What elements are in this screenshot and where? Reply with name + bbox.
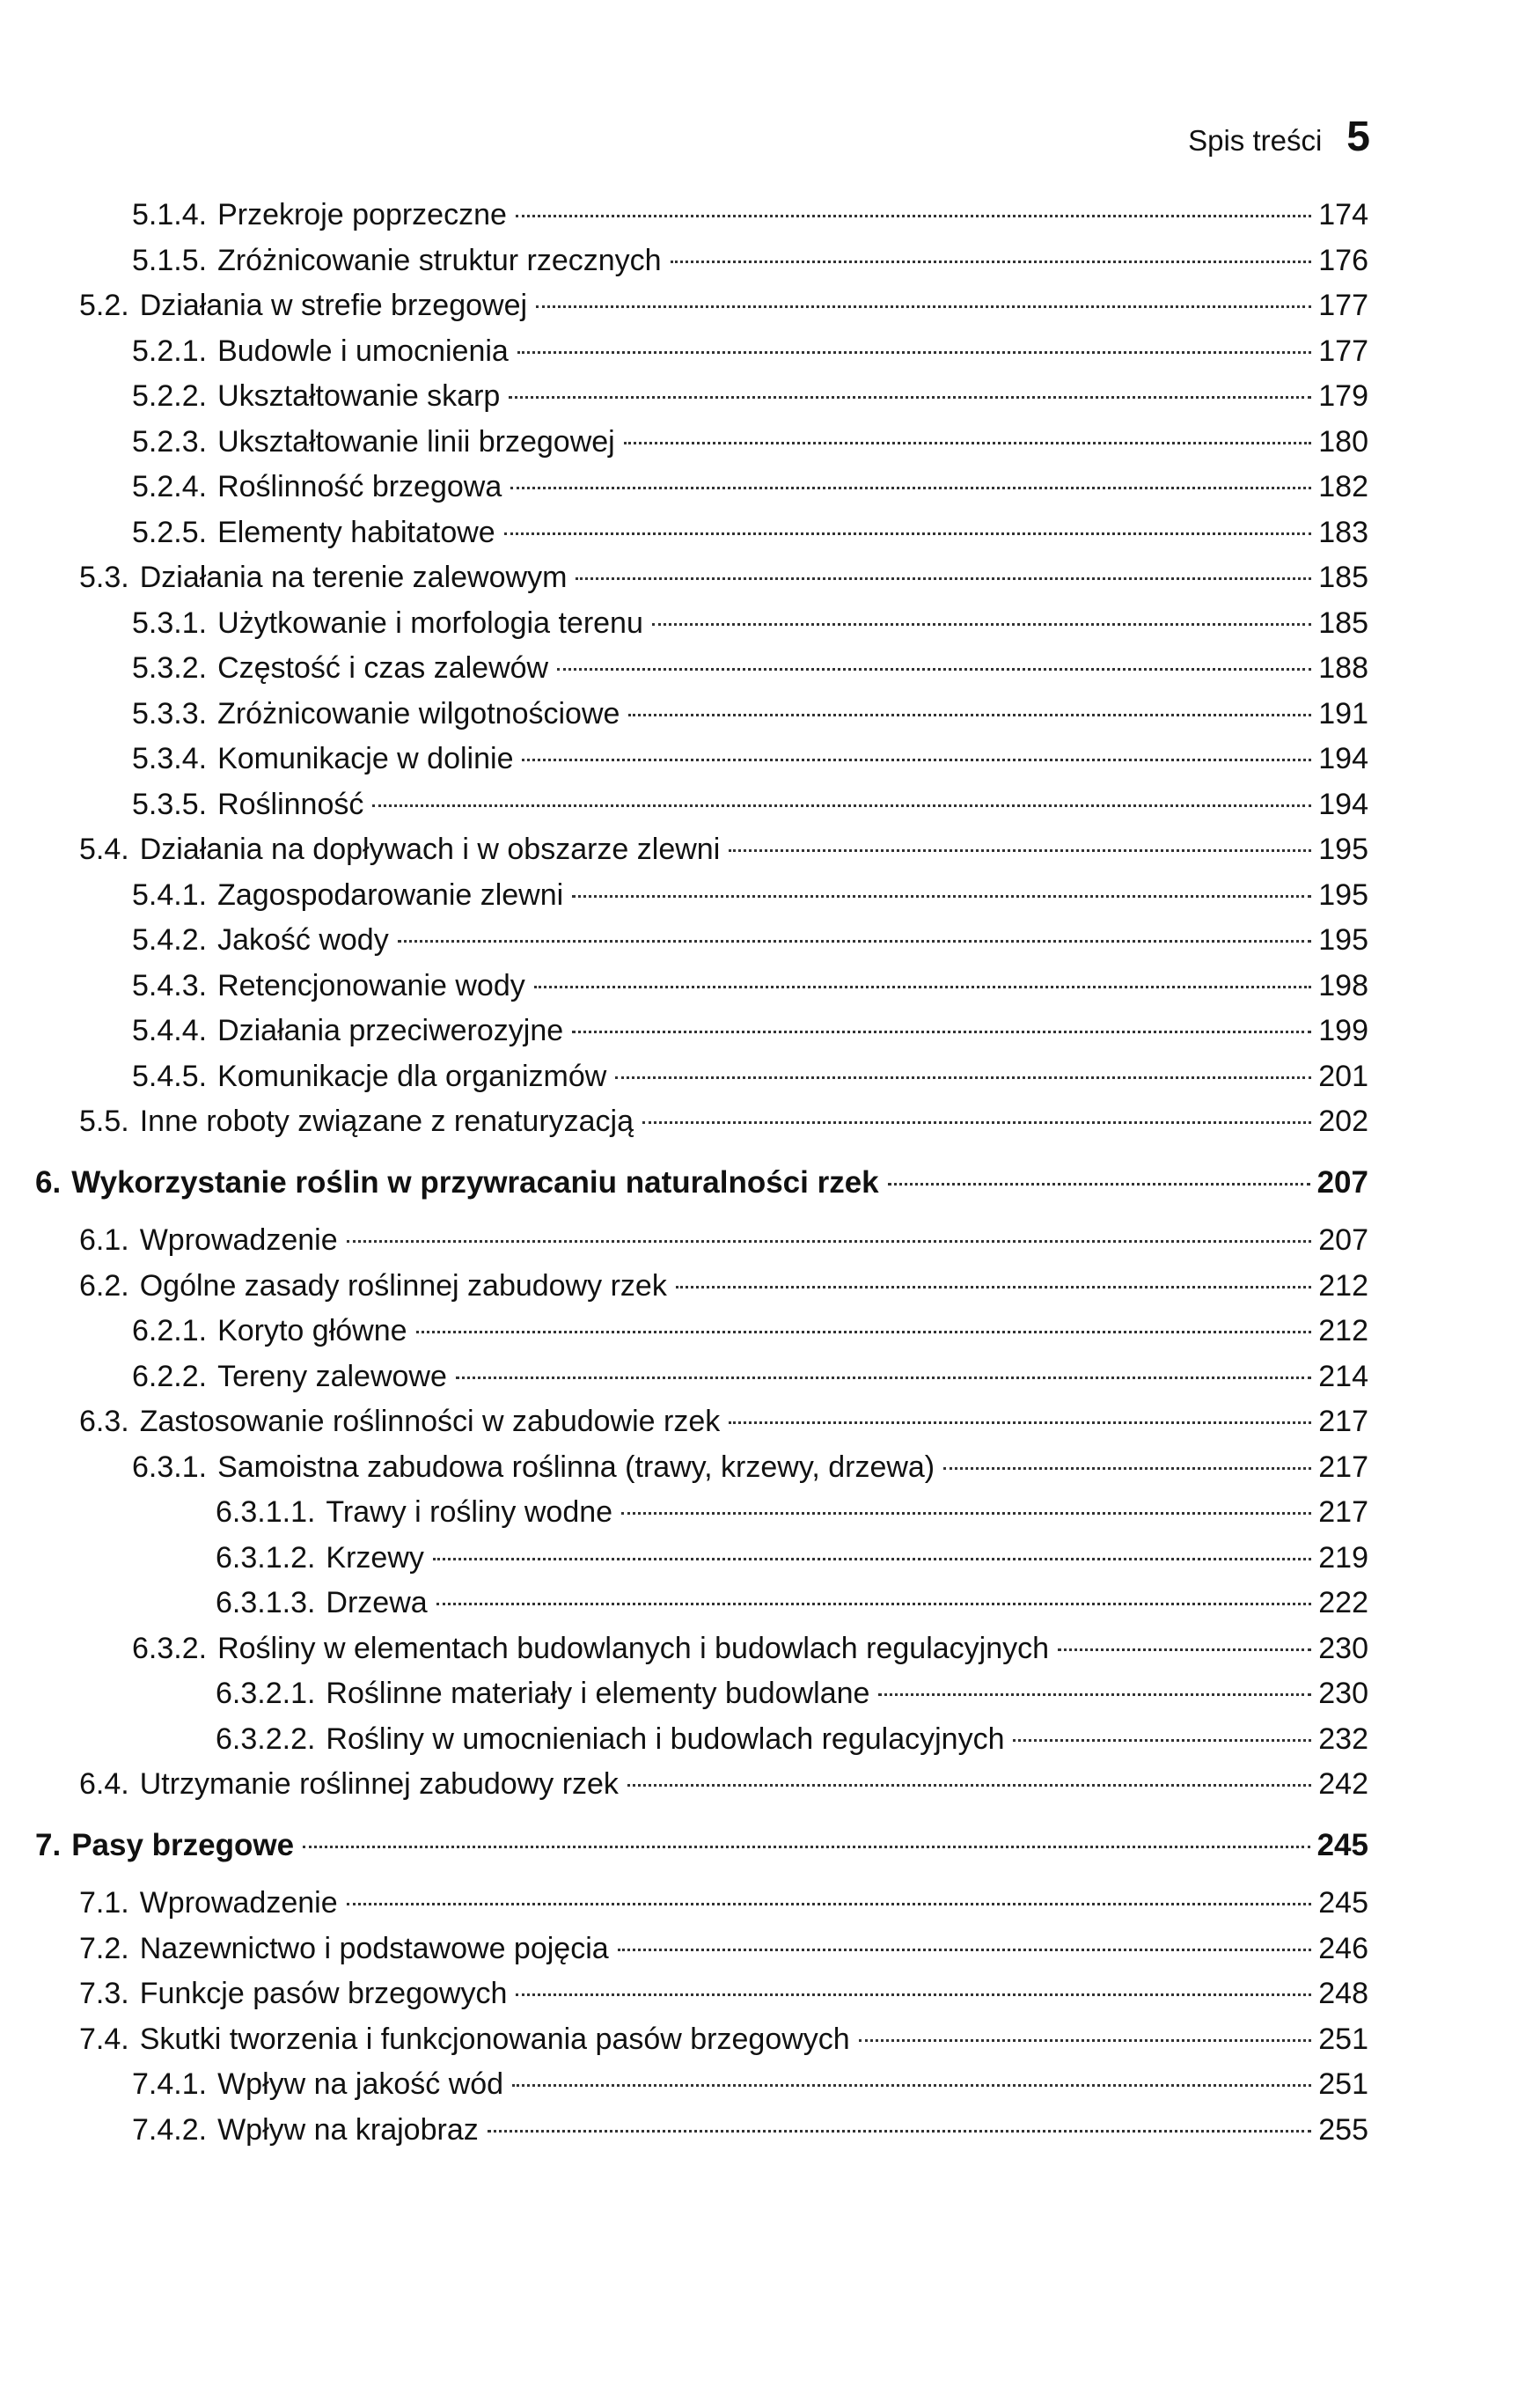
dot-leader [621, 1512, 1311, 1515]
toc-entry-number: 6.1. [79, 1223, 129, 1257]
toc-entry-title: Zastosowanie roślinności w zabudowie rzek [139, 1405, 721, 1438]
toc-entry-number: 5.4.1. [132, 877, 208, 912]
toc-entry [0, 739, 1368, 778]
toc-entry-page: 195 [1318, 877, 1368, 912]
toc-entry-title: Krzewy [326, 1540, 424, 1575]
toc-entry [0, 1538, 1368, 1577]
toc-entry-number: 7.4. [79, 2022, 129, 2056]
toc-entry [0, 1674, 1368, 1713]
toc-entry-title: Roślinność brzegowa [217, 470, 502, 503]
toc-entry [0, 1221, 1368, 1259]
toc-entry-title: Samoistna zabudowa roślinna (trawy, krzewy, drzewa) [217, 1450, 935, 1484]
toc-entry-page: 245 [1318, 1886, 1368, 1920]
dot-leader [456, 1377, 1311, 1379]
toc-entry [0, 1448, 1368, 1487]
toc-entry [0, 830, 1368, 869]
toc-entry [0, 1929, 1368, 1968]
toc-entry-title: Roślinne materiały i elementy budowlane [326, 1677, 870, 1710]
dot-leader [416, 1331, 1312, 1333]
toc-entry-number: 7.4.2. [132, 2112, 208, 2147]
toc-entry-title: Trawy i rośliny wodne [326, 1495, 613, 1529]
toc-entry-page: 185 [1318, 606, 1368, 640]
toc-entry-number: 5.2.3. [132, 424, 208, 459]
dot-leader [627, 1784, 1311, 1787]
dot-leader [347, 1240, 1312, 1243]
dot-leader [618, 1949, 1312, 1951]
toc-entry-page: 198 [1318, 968, 1368, 1002]
toc-entry-page: 207 [1316, 1164, 1368, 1200]
dot-leader [1058, 1648, 1311, 1651]
toc-entry-number: 5.1.5. [132, 243, 208, 277]
toc-entry-number: 6.3.1.3. [216, 1586, 316, 1619]
dot-leader [676, 1286, 1311, 1288]
toc-entry-number: 5.3.4. [132, 742, 208, 775]
toc-entry [0, 422, 1368, 461]
toc-entry-number: 6.3.2. [132, 1631, 208, 1665]
toc-entry-number: 6.3.2.2. [216, 1722, 316, 1756]
toc-entry-page: 230 [1318, 1631, 1368, 1665]
toc-entry [0, 921, 1368, 959]
toc-entry [0, 604, 1368, 642]
toc-entry-number: 5.4.2. [132, 923, 208, 957]
dot-leader [671, 261, 1312, 263]
toc-entry-title: Wpływ na krajobraz [217, 2112, 479, 2147]
toc-entry-title: Inne roboty związane z renaturyzacją [139, 1105, 634, 1138]
dot-leader [878, 1693, 1311, 1696]
toc-entry [0, 1826, 1368, 1865]
toc-entry-title: Nazewnictwo i podstawowe pojęcia [139, 1931, 609, 1965]
toc-entry-title: Komunikacje w dolinie [217, 742, 514, 775]
dot-leader [729, 1421, 1311, 1424]
toc-entry-page: 245 [1316, 1827, 1368, 1862]
dot-leader [888, 1183, 1310, 1186]
toc-entry-title: Ogólne zasady roślinnej zabudowy rzek [139, 1268, 667, 1303]
dot-leader [536, 305, 1311, 308]
toc-entry-title: Zróżnicowanie struktur rzecznych [217, 243, 662, 277]
toc-entry-number: 5.3. [79, 561, 129, 594]
toc-entry-page: 217 [1318, 1405, 1368, 1438]
toc-entry-title: Komunikacje dla organizmów [217, 1059, 607, 1093]
dot-leader [615, 1076, 1311, 1079]
toc-entry-number: 5.2.4. [132, 470, 208, 503]
toc-entry-page: 179 [1318, 379, 1368, 413]
toc-entry-number: 5.2.2. [132, 379, 208, 413]
toc-entry-title: Ukształtowanie linii brzegowej [217, 424, 615, 459]
toc-entry [0, 876, 1368, 914]
toc-entry [0, 2020, 1368, 2059]
toc-entry-title: Ukształtowanie skarp [217, 379, 501, 413]
dot-leader [534, 986, 1312, 988]
toc-entry-number: 5.5. [79, 1105, 129, 1138]
toc-entry [0, 1493, 1368, 1531]
toc-entry-title: Roślinność [217, 787, 364, 821]
toc-entry-page: 248 [1318, 1977, 1368, 2010]
toc-entry-number: 6.2. [79, 1268, 129, 1303]
toc-entry-number: 5.3.2. [132, 651, 208, 685]
toc-entry [0, 1720, 1368, 1758]
toc-entry-title: Działania w strefie brzegowej [139, 289, 528, 322]
toc-entry [0, 1583, 1368, 1622]
toc-entry-number: 6.4. [79, 1767, 129, 1801]
toc-entry-page: 180 [1318, 424, 1368, 459]
dot-leader [504, 532, 1312, 535]
toc-entry-title: Jakość wody [217, 923, 389, 957]
toc-entry-page: 174 [1318, 198, 1368, 231]
toc-entry-page: 185 [1318, 561, 1368, 594]
dot-leader [729, 849, 1311, 852]
dot-leader [859, 2039, 1312, 2042]
toc-entry-page: 191 [1318, 696, 1368, 730]
toc-entry-page: 195 [1318, 833, 1368, 866]
toc-entry-title: Budowle i umocnienia [217, 334, 509, 368]
toc-entry-page: 183 [1318, 515, 1368, 549]
toc-entry-title: Drzewa [326, 1586, 428, 1619]
toc-entry [0, 558, 1368, 597]
toc-entry-number: 6. [35, 1164, 62, 1200]
toc-entry-number: 6.2.2. [132, 1359, 208, 1393]
toc-entry-page: 212 [1318, 1314, 1368, 1347]
dot-leader [509, 396, 1311, 399]
toc-entry-page: 217 [1318, 1495, 1368, 1529]
toc-entry [0, 2065, 1368, 2103]
toc-entry [0, 694, 1368, 733]
toc-entry-number: 5.3.3. [132, 696, 208, 730]
toc-entry [0, 1102, 1368, 1141]
toc-entry-title: Koryto główne [217, 1314, 407, 1347]
page-header [1188, 113, 1370, 161]
dot-leader [488, 2130, 1312, 2133]
toc-entry-title: Elementy habitatowe [217, 515, 495, 549]
dot-leader [642, 1121, 1311, 1124]
page-number: 5 [1346, 114, 1370, 160]
toc-entry-title: Działania na dopływach i w obszarze zlewni [139, 833, 721, 866]
toc-entry-page: 188 [1318, 651, 1368, 685]
toc-entry-title: Funkcje pasów brzegowych [139, 1977, 508, 2010]
toc-entry-page: 251 [1318, 2022, 1368, 2056]
dot-leader [628, 714, 1311, 716]
toc-entry [0, 966, 1368, 1005]
dot-leader [572, 1031, 1311, 1033]
dot-leader [303, 1846, 1310, 1848]
toc-entry-number: 6.3.2.1. [216, 1677, 316, 1710]
toc-entry-title: Zagospodarowanie zlewni [217, 877, 564, 912]
toc-entry-page: 201 [1318, 1059, 1368, 1093]
toc-entry-page: 255 [1318, 2112, 1368, 2147]
toc-entry-number: 5.1.4. [132, 198, 208, 231]
toc-entry-page: 194 [1318, 742, 1368, 775]
toc-entry-page: 222 [1318, 1586, 1368, 1619]
toc-entry-number: 5.4.4. [132, 1014, 208, 1047]
toc-entry [0, 1011, 1368, 1050]
toc-entry-number: 5.2.1. [132, 334, 208, 368]
toc-entry-number: 6.3.1. [132, 1450, 208, 1484]
dot-leader [1013, 1739, 1311, 1742]
toc-entry-title: Pasy brzegowe [71, 1827, 295, 1862]
toc-entry [0, 467, 1368, 506]
toc-entry-page: 194 [1318, 787, 1368, 821]
toc-entry-title: Częstość i czas zalewów [217, 651, 549, 685]
toc-entry [0, 286, 1368, 325]
toc-entry-title: Zróżnicowanie wilgotnościowe [217, 696, 620, 730]
toc-entry-page: 217 [1318, 1450, 1368, 1484]
dot-leader [572, 895, 1311, 898]
toc-entry-number: 7.4.1. [132, 2067, 208, 2101]
toc-entry-page: 230 [1318, 1677, 1368, 1710]
toc-entry-number: 5.3.1. [132, 606, 208, 640]
toc-entry-title: Wykorzystanie roślin w przywracaniu naturalności rzek [71, 1164, 879, 1200]
toc-entry-number: 5.2. [79, 289, 129, 322]
toc-entry-page: 177 [1318, 289, 1368, 322]
dot-leader [576, 577, 1311, 580]
toc-entry [0, 1629, 1368, 1668]
toc-entry-title: Działania przeciwerozyjne [217, 1014, 564, 1047]
toc-entry [0, 377, 1368, 415]
toc-entry-page: 176 [1318, 243, 1368, 277]
toc-entry-number: 5.4.5. [132, 1059, 208, 1093]
dot-leader [510, 487, 1311, 489]
toc-entry-page: 251 [1318, 2067, 1368, 2101]
dot-leader [943, 1467, 1311, 1470]
toc-entry-number: 5.4. [79, 833, 129, 866]
dot-leader [652, 623, 1311, 626]
dot-leader [557, 668, 1311, 671]
toc-entry [0, 1266, 1368, 1305]
toc-entry-number: 5.3.5. [132, 787, 208, 821]
toc-entry-number: 6.2.1. [132, 1314, 208, 1347]
dot-leader [522, 759, 1311, 761]
dot-leader [433, 1558, 1311, 1560]
toc-entry [0, 1765, 1368, 1803]
toc-entry-page: 214 [1318, 1359, 1368, 1393]
toc-entry [0, 332, 1368, 371]
toc-entry-page: 242 [1318, 1767, 1368, 1801]
toc-entry-title: Wprowadzenie [139, 1886, 338, 1920]
toc-entry-page: 195 [1318, 923, 1368, 957]
toc-entry-page: 207 [1318, 1223, 1368, 1257]
running-header-title: Spis treści [1188, 124, 1323, 157]
toc-entry [0, 1311, 1368, 1350]
toc-entry-number: 7.1. [79, 1886, 129, 1920]
toc-entry-title: Tereny zalewowe [217, 1359, 447, 1393]
toc-entry [0, 1057, 1368, 1096]
toc-entry-page: 232 [1318, 1722, 1368, 1756]
toc-entry-title: Rośliny w umocnieniach i budowlach regulacyjnych [326, 1722, 1005, 1756]
toc-entry-page: 199 [1318, 1014, 1368, 1047]
toc-entry-page: 177 [1318, 334, 1368, 368]
toc-entry-number: 7. [35, 1827, 62, 1862]
toc-entry [0, 2111, 1368, 2149]
dot-leader [516, 215, 1311, 217]
dot-leader [516, 1993, 1311, 1996]
toc-entry-title: Wprowadzenie [139, 1223, 338, 1257]
toc-entry-title: Użytkowanie i morfologia terenu [217, 606, 643, 640]
toc-entry [0, 1164, 1368, 1202]
toc-entry-title: Wpływ na jakość wód [217, 2067, 504, 2101]
toc-entry-page: 182 [1318, 470, 1368, 503]
toc-entry [0, 1402, 1368, 1441]
toc-entry-number: 5.4.3. [132, 968, 208, 1002]
toc-entry [0, 785, 1368, 824]
toc-entry-number: 6.3.1.2. [216, 1540, 316, 1575]
toc-entry [0, 649, 1368, 687]
toc-entry [0, 1974, 1368, 2013]
toc-entry-title: Rośliny w elementach budowlanych i budowlach regulacyjnych [217, 1631, 1050, 1665]
toc-entry-title: Przekroje poprzeczne [217, 198, 507, 231]
dot-leader [372, 804, 1311, 807]
toc-entry-page: 246 [1318, 1931, 1368, 1965]
toc-entry [0, 195, 1368, 234]
toc-entry-number: 5.2.5. [132, 515, 208, 549]
dot-leader [512, 2084, 1311, 2087]
toc-entry-page: 219 [1318, 1540, 1368, 1575]
toc-entry-number: 7.3. [79, 1977, 129, 2010]
toc-entry-page: 212 [1318, 1268, 1368, 1303]
dot-leader [436, 1603, 1312, 1605]
toc-entry [0, 241, 1368, 280]
toc-entry [0, 1883, 1368, 1922]
toc-entry-number: 7.2. [79, 1931, 129, 1965]
toc-entry-title: Retencjonowanie wody [217, 968, 525, 1002]
toc-entry-page: 202 [1318, 1105, 1368, 1138]
toc-entry-title: Skutki tworzenia i funkcjonowania pasów brzegowych [139, 2022, 850, 2056]
toc-entry-number: 6.3. [79, 1405, 129, 1438]
toc-entry-title: Działania na terenie zalewowym [139, 561, 568, 594]
toc-entry [0, 513, 1368, 552]
toc-entry [0, 1357, 1368, 1396]
dot-leader [347, 1903, 1312, 1905]
toc-entry-number: 6.3.1.1. [216, 1495, 316, 1529]
dot-leader [398, 940, 1312, 943]
dot-leader [624, 442, 1312, 444]
toc-entry-title: Utrzymanie roślinnej zabudowy rzek [139, 1767, 619, 1801]
dot-leader [517, 351, 1311, 354]
